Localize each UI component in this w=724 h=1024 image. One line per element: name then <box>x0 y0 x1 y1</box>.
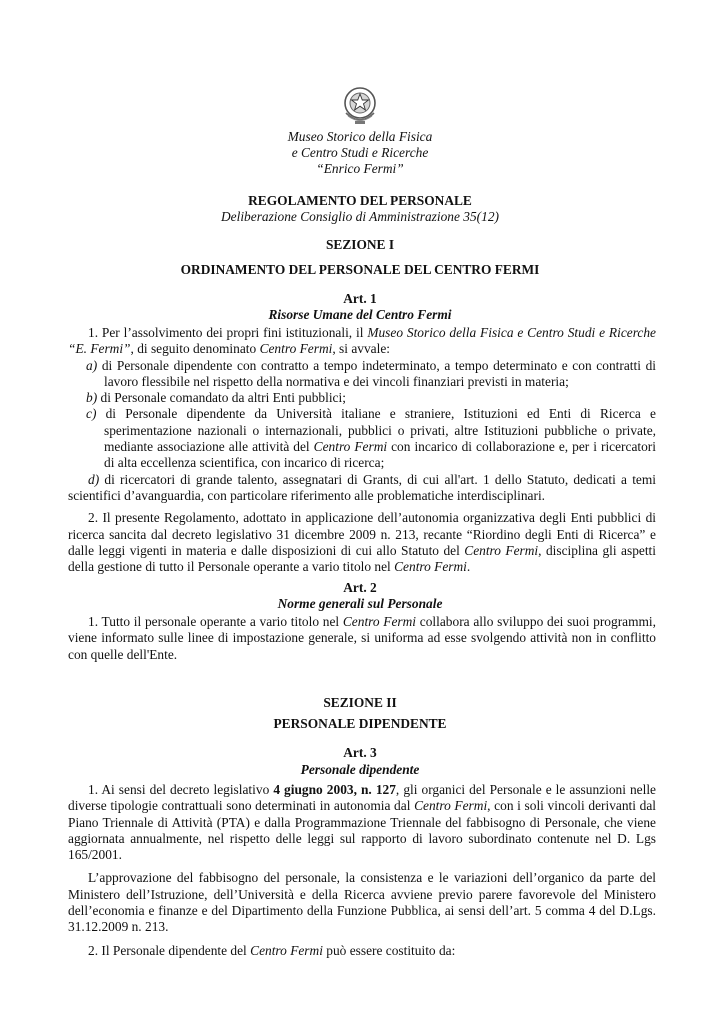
art-1-number: Art. 1 <box>343 291 377 306</box>
art-1-item-d: d) di ricercatori di grande talento, assegnatari di Grants, di cui all'art. 1 dello Statuto, dedicati a temi scientifici d’avanguardia, con particolare riferimento alle problematiche interdisciplinari. <box>68 471 656 503</box>
art-3-number: Art. 3 <box>343 745 377 760</box>
art-2-body <box>68 614 656 663</box>
art-2-title: Norme generali sul Personale <box>277 596 443 611</box>
art-3-body <box>68 782 656 959</box>
art-1-item-a: a) di Personale dipendente con contratto a tempo indeterminato, a tempo determinato e con contratti di lavoro flessibile nel rispetto della normativa e dei vincoli finanziari previsti in materia; <box>86 357 656 389</box>
museum-name-line-2: e Centro Studi e Ricerche <box>291 145 429 160</box>
art-3-paragraph-1: 1. Ai sensi del decreto legislativo 4 giugno 2003, n. 127, gli organici del Personale e le assunzioni nelle diverse tipologie contrattuali sono determinati in autonomia dal Centro Fermi, con i soli vincoli derivanti dal Piano Triennale di Attività (PTA) e dalla Programmazione Triennale del fabbisogno di Personale, che viene aggiornata annualmente, nel rispetto delle leggi sul rapporto di lavoro subordinato contenute nel D. Lgs 165/2001. <box>68 782 657 863</box>
section-1-subtitle: ORDINAMENTO DEL PERSONALE DEL CENTRO FERMI <box>180 262 540 277</box>
republic-emblem-icon <box>341 83 379 127</box>
art-1-paragraph-2: 2. Il presente Regolamento, adottato in applicazione dell’autonomia organizzativa degli Enti pubblici di ricerca sancita dal decreto legislativo 31 dicembre 2009 n. 213, recante “Riordino degli Enti di Ricerca” e dalle leggi vigenti in materia e dalle disposizioni di cui allo Statuto del Centro Fermi, disciplina gli aspetti della gestione di tutto il Personale operante a vario titolo nel Centro Fermi. <box>68 510 656 575</box>
document-title: REGOLAMENTO DEL PERSONALE <box>248 193 472 208</box>
document-subtitle: Deliberazione Consiglio di Amministrazione 35(12) <box>221 209 499 224</box>
museum-name-line-3: “Enrico Fermi” <box>316 161 404 176</box>
art-1-body <box>68 325 656 575</box>
art-2-paragraph-1: 1. Tutto il personale operante a vario titolo nel Centro Fermi collabora allo sviluppo dei suoi programmi, viene informato sulle linee di impostazione generale, si uniforma ad esse svolgendo attività non in conflitto con quelle dell'Ente. <box>68 614 656 662</box>
art-1-item-c: c) di Personale dipendente da Università italiane e straniere, Istituzioni ed Enti di Ricerca e sperimentazione nazionali o internazionali, pubblici o privati, altre Istituzioni pubbliche o private, mediante associazione alle attività del Centro Fermi con incarico di collaborazione e, per i ricercatori di alta eccellenza scientifica, con incarico di ricerca; <box>86 406 656 471</box>
section-2-subtitle: PERSONALE DIPENDENTE <box>273 716 447 731</box>
art-1-paragraph-1: 1. Per l’assolvimento dei propri fini istituzionali, il Museo Storico della Fisica e Centro Studi e Ricerche “E. Fermi”, di seguito denominato Centro Fermi, si avvale: <box>68 325 657 357</box>
art-3-paragraph-2: L’approvazione del fabbisogno del personale, la consistenza e le variazioni dell’organico da parte del Ministero dell’Istruzione, dell’Università e della Ricerca avviene previo parere favorevole del Ministero dell’economia e finanze e del Dipartimento della Funzione Pubblica, ai sensi dell’art. 5 comma 4 del D.Lgs. 31.12.2009 n. 213. <box>68 870 656 935</box>
art-3-paragraph-3: 2. Il Personale dipendente del Centro Fermi può essere costituito da: <box>88 942 456 958</box>
art-3-title: Personale dipendente <box>300 762 420 777</box>
art-1-item-b: b) di Personale comandato da altri Enti pubblici; <box>86 390 346 406</box>
art-2-number: Art. 2 <box>343 580 377 595</box>
museum-name-line-1: Museo Storico della Fisica <box>287 129 433 144</box>
section-2-title: SEZIONE II <box>323 695 397 710</box>
art-1-title: Risorse Umane del Centro Fermi <box>268 307 452 322</box>
section-1-title: SEZIONE I <box>325 237 395 252</box>
